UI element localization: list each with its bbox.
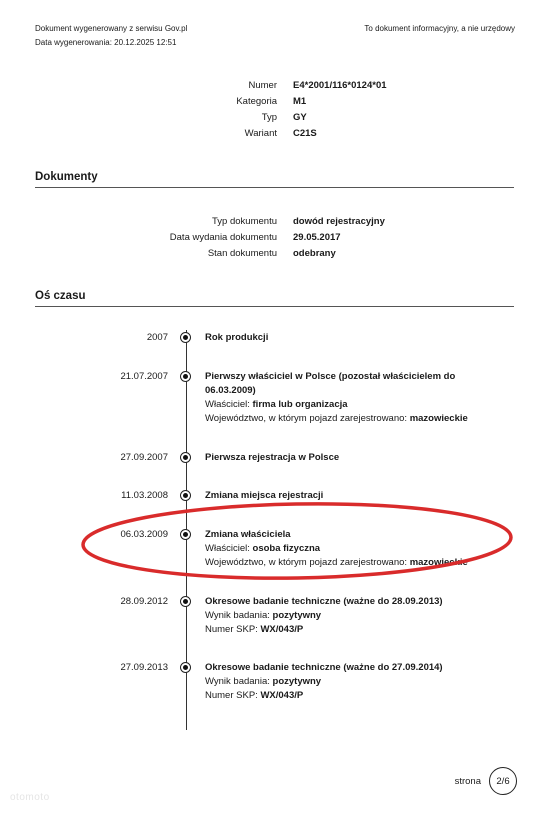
detail-value: pozytywny	[272, 610, 322, 621]
document-value: dowód rejestracyjny	[293, 216, 385, 227]
document-label: Typ dokumentu	[212, 216, 277, 227]
vehicle-value: M1	[293, 96, 307, 107]
event-date: 06.03.2009	[120, 529, 168, 540]
detail-value: WX/043/P	[260, 690, 304, 701]
vehicle-value: C21S	[293, 128, 317, 139]
vehicle-label: Wariant	[244, 128, 277, 139]
event-date: 27.09.2013	[120, 662, 168, 673]
detail-value: pozytywny	[272, 676, 322, 687]
event-date: 11.03.2008	[121, 490, 168, 501]
detail-label: Wynik badania:	[205, 676, 273, 687]
event-title: Zmiana właściciela	[205, 529, 291, 540]
annotation-ellipse	[82, 500, 511, 581]
detail-label: Numer SKP:	[205, 690, 261, 701]
detail-label: Województwo, w którym pojazd zarejestrowano:	[205, 557, 410, 568]
event-date: 27.09.2007	[120, 452, 168, 463]
detail-label: Wynik badania:	[205, 610, 273, 621]
detail-label: Województwo, w którym pojazd zarejestrowano:	[205, 413, 410, 424]
document-value: 29.05.2017	[293, 232, 341, 243]
page-label: strona	[454, 775, 481, 787]
event-title: Pierwszy właściciel w Polsce (pozostał właścicielem do 06.03.2009)	[205, 371, 456, 396]
document-value: odebrany	[293, 248, 336, 259]
event-title: Zmiana miejsca rejestracji	[205, 490, 324, 501]
detail-value: mazowieckie	[409, 557, 468, 568]
generated-date-text: Data wygenerowania: 20.12.2025 12:51	[35, 38, 177, 47]
detail-value: osoba fizyczna	[252, 543, 321, 554]
detail-label: Numer SKP:	[205, 624, 261, 635]
detail-value: WX/043/P	[260, 624, 304, 635]
informational-notice: To dokument informacyjny, a nie urzędowy	[364, 24, 515, 33]
detail-label: Właściciel:	[205, 543, 253, 554]
event-date: 2007	[146, 332, 168, 343]
page-number-badge: 2/6	[489, 767, 517, 795]
vehicle-value: E4*2001/116*0124*01	[293, 80, 387, 91]
generated-source-text: Dokument wygenerowany z serwisu Gov.pl	[35, 24, 188, 33]
event-title: Pierwsza rejestracja w Polsce	[205, 452, 340, 463]
detail-value: mazowieckie	[409, 413, 468, 424]
watermark: otomoto	[10, 792, 50, 803]
event-title: Okresowe badanie techniczne (ważne do 27.09.2014)	[205, 662, 443, 673]
detail-label: Właściciel:	[205, 399, 253, 410]
timeline-section-title: Oś czasu	[35, 290, 86, 302]
vehicle-label: Numer	[248, 80, 277, 91]
vehicle-label: Typ	[261, 112, 277, 123]
vehicle-label: Kategoria	[236, 96, 277, 107]
event-title: Rok produkcji	[205, 332, 269, 343]
documents-section-title: Dokumenty	[35, 171, 98, 183]
detail-value: firma lub organizacja	[252, 399, 348, 410]
vehicle-value: GY	[293, 112, 307, 123]
event-date: 21.07.2007	[120, 371, 168, 382]
event-date: 28.09.2012	[120, 596, 168, 607]
document-label: Data wydania dokumentu	[169, 232, 277, 243]
document-label: Stan dokumentu	[207, 248, 277, 259]
page-indicator	[455, 767, 517, 795]
event-title: Okresowe badanie techniczne (ważne do 28.09.2013)	[205, 596, 443, 607]
